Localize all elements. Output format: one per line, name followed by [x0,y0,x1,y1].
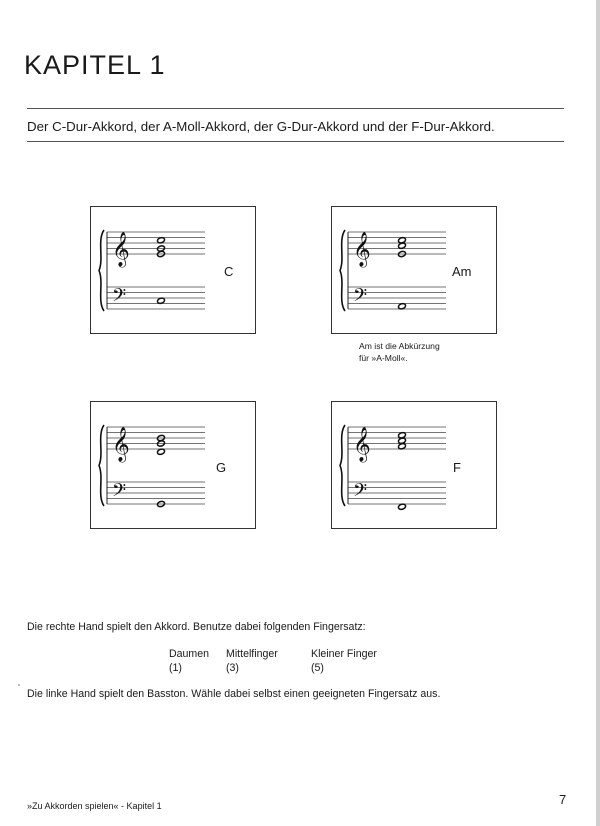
chord-name-c: C [224,264,234,279]
fingering-item-thumb [169,647,209,675]
brace [99,230,104,311]
chord-name-g: G [216,460,227,475]
bass-clef-icon: 𝄢 [353,480,368,506]
bass-clef-icon: 𝄢 [112,285,127,311]
treble-clef-icon: 𝄞 [353,232,371,267]
fingering-finger: Kleiner Finger [311,648,377,660]
fingering-number: (1) [169,662,182,674]
page-number: 7 [559,792,567,807]
grand-staff-f [332,402,498,530]
chord-panel-am [331,206,497,334]
subtitle-rule [27,141,564,142]
page-edge-shadow [596,0,600,826]
treble-clef-icon: 𝄞 [112,232,130,267]
fingering-finger: Mittelfinger [226,648,278,660]
chord-panel-g [90,401,256,529]
chord-panel-f [331,401,497,529]
bass-clef-icon: 𝄢 [353,285,368,311]
fingering-number: (5) [311,662,324,674]
left-hand-text: Die linke Hand spielt den Basston. Wähle dabei selbst einen geeigneten Fingersatz aus. [27,688,441,700]
grand-staff-am [332,207,498,335]
fingering-finger: Daumen [169,648,210,660]
top-rule [27,108,564,109]
fingering-number: (3) [226,662,239,674]
right-hand-text: Die rechte Hand spielt den Akkord. Benutze dabei folgenden Fingersatz: [27,621,366,633]
treble-clef-icon: 𝄞 [112,427,130,462]
grand-staff-g [91,402,257,530]
footer: »Zu Akkorden spielen« - Kapitel 1 [27,801,162,811]
stray-mark [18,684,20,686]
am-caption-line2: für »A-Moll«. [359,353,408,363]
fingering-item-little [311,647,377,675]
chord-name-am: Am [452,264,472,279]
am-caption [359,340,440,364]
treble-clef-icon: 𝄞 [353,427,371,462]
bass-clef-icon: 𝄢 [112,480,127,506]
fingering-item-middle [226,647,278,675]
brace [99,425,104,506]
am-caption-line1: Am ist die Abkürzung [359,341,440,351]
chord-name-f: F [453,460,461,475]
chapter-title: KAPITEL 1 [24,50,166,80]
brace [340,230,345,311]
subtitle: Der C-Dur-Akkord, der A-Moll-Akkord, der G-Dur-Akkord und der F-Dur-Akkord. [27,119,495,134]
brace [340,425,345,506]
